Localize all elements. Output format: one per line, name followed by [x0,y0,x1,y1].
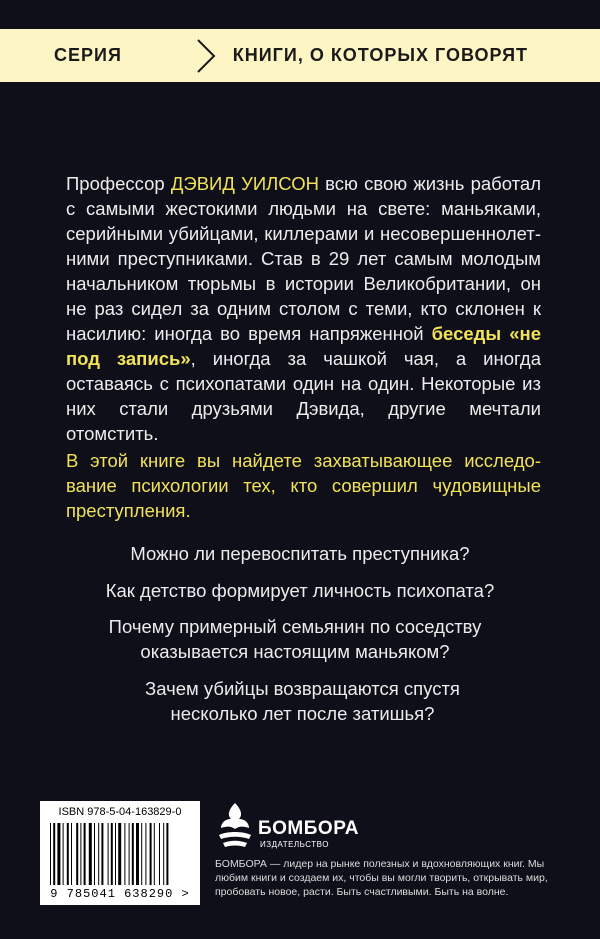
question-3: Почему примерный семьянин по соседству оказывается настоящим маньяком? [108,616,482,662]
intro-paragraph: Профессор ДЭВИД УИЛСОН всю свою жизнь работал с самыми жестокими людьми на свете: маньяками, серийными убийцами, киллерами и несовершеннолетними преступниками. Став в 29 лет самым молодым начальником тюрьмы в истории Великобритании, он не раз сидел за одним столом с теми, кто склонен к насилию: иногда во время напряженной беседы «не под запись», иногда за чашкой чая, а иногда оставаясь с психопатами один на один. Некоторые из них стали друзьями Дэвида, другие мечтали отомстить. [66,173,542,444]
series-banner [0,29,600,82]
isbn-text: ISBN 978-5-04-163829-0 [58,806,182,818]
series-label: СЕРИЯ [54,45,122,65]
barcode-bars [48,823,193,885]
chevron-right-icon [190,36,220,76]
bombora-logo-icon [215,801,255,851]
intro-highlight: беседы «не под запись» [66,323,541,369]
barcode [40,801,200,905]
barcode-digits: 9 785041 638290 > [50,887,190,901]
author-name: ДЭВИД УИЛСОН [170,173,319,194]
publisher-sub: ИЗДАТЕЛЬСТВО [260,840,329,849]
series-name: КНИГИ, О КОТОРЫХ ГОВОРЯТ [232,45,528,65]
publisher-brand: БОМБОРА [258,818,359,839]
publisher-description: БОМБОРА — лидер на рынке полезных и вдохновляющих книг. Мы любим книги и создаем их, чтобы вы могли творить, открывать мир, пробовать новое, расти. Быть счастливыми. Быть на волне. [215,858,548,898]
question-1: Можно ли перевоспитать преступника? [130,543,470,564]
question-4: Зачем убийцы возвращаются спустя несколько лет после затишья? [145,678,460,724]
question-2: Как детство формирует личность психопата? [105,580,495,601]
lead-paragraph: В этой книге вы найдете захватывающее исследование психологии тех, кто совершил чудовищные преступления. [66,450,541,521]
